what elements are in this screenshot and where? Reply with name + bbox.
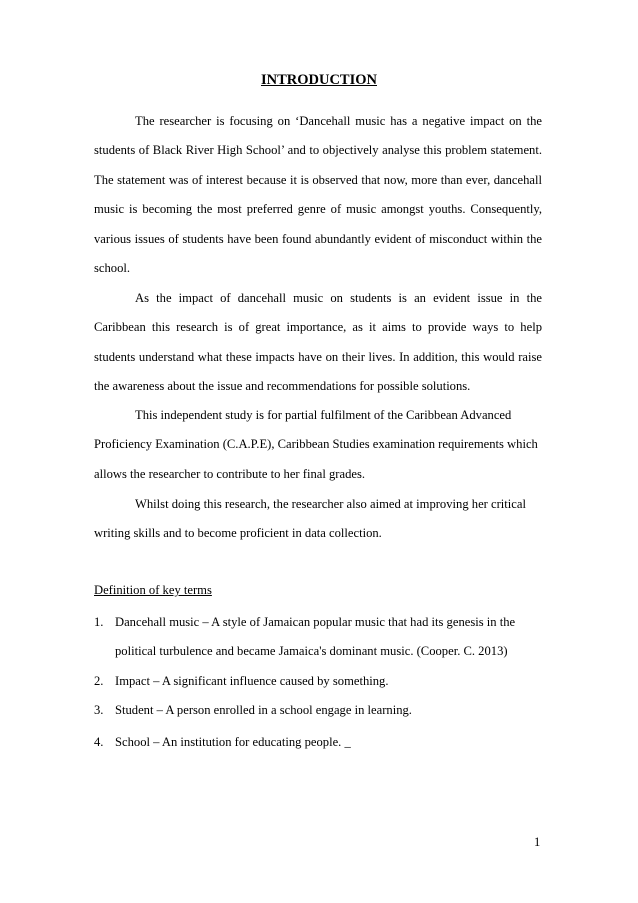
definition-number: 1. [94,615,104,629]
definition-text: School – An institution for educating people. _ [115,734,351,749]
definition-text: Dancehall music – A style of Jamaican popular music that had its genesis in the political turbulence and became Jamaica's dominant music. (Cooper. C. 2013) [115,615,516,658]
intro-paragraph-3: This independent study is for partial fulfilment of the Caribbean Advanced Proficiency Examination (C.A.P.E), Caribbean Studies examination requirements which allows the researcher to contribute to her final grades. [94,408,538,481]
definition-item [94,608,554,666]
definition-number: 3. [94,703,104,718]
definition-item [94,696,554,725]
definition-text: Student – A person enrolled in a school engage in learning. [115,703,412,718]
page-number: 1 [534,835,541,849]
definition-number: 2. [94,673,104,688]
definition-number: 4. [94,734,104,749]
definition-item [94,667,554,696]
intro-paragraph-4: Whilst doing this research, the researcher also aimed at improving her critical writing skills and to become proficient in data collection. [94,497,526,541]
intro-paragraph-1: The researcher is focusing on ‘Dancehall music has a negative impact on the students of Black River High School’ and to objectively analyse this problem statement. The statement was of interest because it is observed that now, more than ever, dancehall music is becoming the most preferred genre of music amongst youths. Consequently, various issues of students have been found abundantly evident of misconduct within the school. [94,114,542,276]
definitions-list [94,608,554,757]
page-title: INTRODUCTION [260,72,377,88]
definition-text: Impact – A significant influence caused by something. [115,673,389,688]
intro-paragraph-2: As the impact of dancehall music on students is an evident issue in the Caribbean this research is of great importance, as it aims to provide ways to help students understand what these impacts have on their lives. In addition, this would raise the awareness about the issue and recommendations for possible solutions. [94,291,542,394]
definition-item [94,728,554,757]
definitions-heading: Definition of key terms [94,583,212,597]
